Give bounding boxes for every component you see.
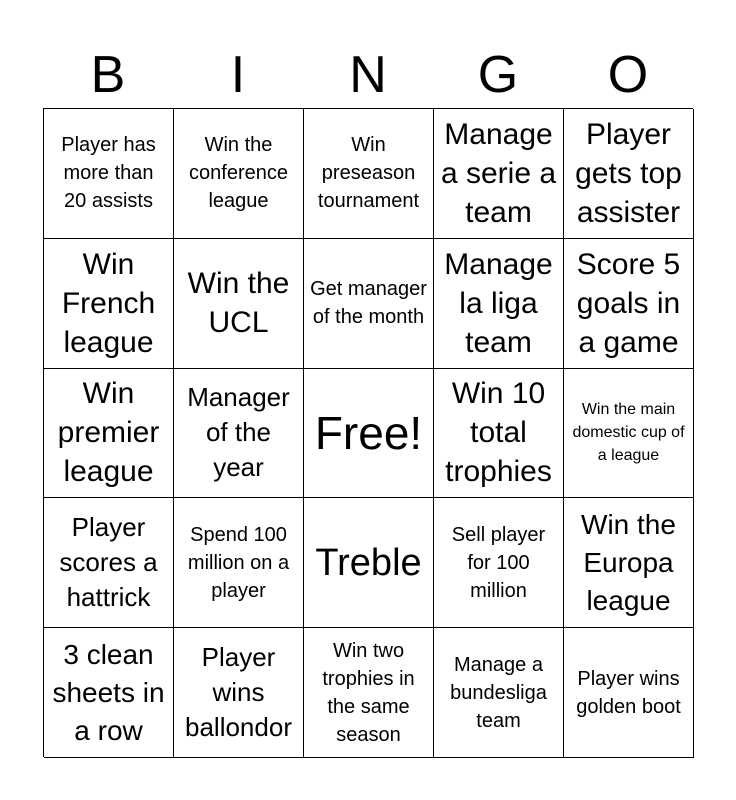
cell-text: Win the Europa league	[581, 508, 676, 616]
cell-text: Treble	[315, 541, 422, 584]
cell-text: Player scores a hattrick	[59, 512, 158, 613]
cell-text: Win two trophies in the same season	[322, 639, 415, 746]
cell-text: Win premier league	[57, 377, 160, 489]
cell-text: Win French league	[61, 247, 156, 359]
bingo-cell[interactable]	[434, 628, 564, 758]
header-letter-i: I	[230, 46, 246, 104]
cell-text: Win preseason tournament	[317, 134, 420, 213]
cell-text: 3 clean sheets in a row	[52, 638, 165, 746]
bingo-cell[interactable]	[44, 109, 174, 239]
cell-text: Win the main domestic cup of a league	[572, 401, 685, 465]
bingo-cell[interactable]	[44, 498, 174, 628]
bingo-card-grid	[43, 108, 693, 757]
header-letter-b: B	[90, 46, 126, 104]
cell-text: Player has more than 20 assists	[61, 134, 156, 213]
header-letter-g: G	[477, 46, 519, 104]
cell-text: Manage a bundesliga team	[450, 653, 547, 732]
bingo-cell[interactable]	[304, 109, 434, 239]
cell-text: Win the conference league	[189, 134, 288, 213]
cell-text: Player gets top assister	[575, 117, 682, 229]
cell-text: Score 5 goals in a game	[576, 247, 681, 359]
bingo-cell[interactable]	[174, 369, 304, 499]
bingo-cell[interactable]	[304, 498, 434, 628]
cell-text: Sell player for 100 million	[451, 523, 546, 602]
bingo-cell[interactable]	[44, 628, 174, 758]
cell-text: Get manager of the month	[310, 278, 427, 329]
bingo-header	[43, 42, 693, 108]
bingo-cell[interactable]	[44, 369, 174, 499]
cell-text: Spend 100 million on a player	[187, 523, 290, 602]
bingo-cell[interactable]	[434, 498, 564, 628]
bingo-cell[interactable]	[434, 109, 564, 239]
bingo-cell[interactable]	[174, 109, 304, 239]
header-letter-n: N	[349, 46, 387, 104]
cell-text: Player wins golden boot	[576, 667, 681, 718]
cell-text: Free!	[314, 406, 423, 459]
bingo-cell[interactable]	[174, 498, 304, 628]
cell-text: Win the UCL	[187, 267, 290, 340]
bingo-cell[interactable]	[434, 369, 564, 499]
cell-text: Player wins ballondor	[185, 642, 292, 743]
bingo-cell[interactable]	[564, 628, 694, 758]
cell-text: Win 10 total trophies	[445, 377, 552, 489]
bingo-cell-free[interactable]	[304, 369, 434, 499]
bingo-cell[interactable]	[564, 498, 694, 628]
bingo-cell[interactable]	[564, 239, 694, 369]
bingo-cell[interactable]	[304, 239, 434, 369]
cell-text: Manage a serie a team	[440, 117, 557, 229]
bingo-cell[interactable]	[174, 628, 304, 758]
header-letter-o: O	[607, 46, 649, 104]
bingo-cell[interactable]	[174, 239, 304, 369]
bingo-cell[interactable]	[44, 239, 174, 369]
bingo-cell[interactable]	[434, 239, 564, 369]
bingo-cell[interactable]	[564, 369, 694, 499]
bingo-cell[interactable]	[304, 628, 434, 758]
cell-text: Manage la liga team	[444, 247, 553, 359]
bingo-cell[interactable]	[564, 109, 694, 239]
cell-text: Manager of the year	[187, 382, 290, 483]
